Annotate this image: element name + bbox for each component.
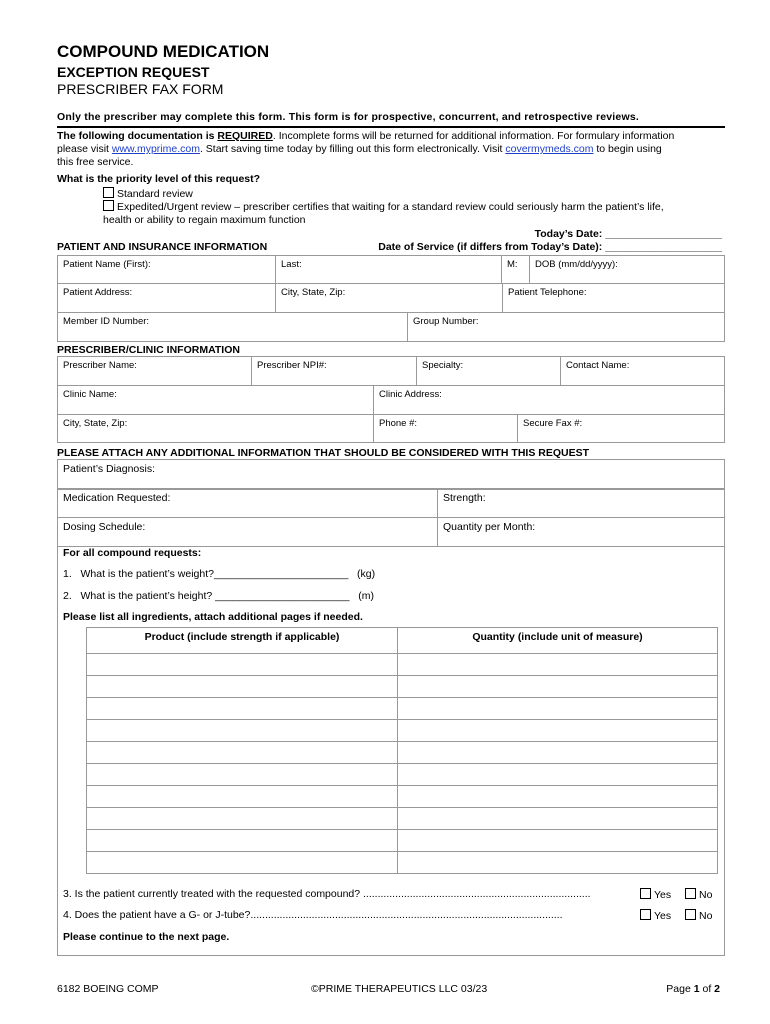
- medication-table: [57, 488, 725, 547]
- prescriber-npi-field[interactable]: Prescriber NPI#:: [252, 357, 417, 386]
- quantity-cell[interactable]: [398, 764, 718, 786]
- intro-line2-suffix: to begin using: [593, 143, 662, 155]
- clinic-address-field[interactable]: Clinic Address:: [374, 386, 725, 415]
- form-subtitle: EXCEPTION REQUEST: [57, 64, 210, 80]
- tube-question: 4. Does the patient have a G- or J-tube?...........................................................................................................: [63, 909, 563, 921]
- ingredient-row: [87, 742, 718, 764]
- quantity-cell[interactable]: [398, 654, 718, 676]
- product-cell[interactable]: [87, 742, 398, 764]
- specialty-field[interactable]: Specialty:: [417, 357, 561, 386]
- patient-table: [57, 255, 725, 284]
- priority-question: What is the priority level of this request?: [57, 173, 261, 185]
- header-divider: [57, 126, 725, 128]
- q3-yes-label: Yes: [654, 889, 672, 901]
- ingredient-row: [87, 654, 718, 676]
- patient-dob-field[interactable]: DOB (mm/dd/yyyy):: [530, 256, 725, 284]
- page-indicator: [666, 983, 720, 995]
- quantity-cell[interactable]: [398, 830, 718, 852]
- page-prefix: Page: [666, 983, 694, 995]
- patient-address-table: [57, 283, 725, 313]
- footer-copyright: ©PRIME THERAPEUTICS LLC 03/23: [311, 983, 488, 995]
- expedited-review-label-2: health or ability to regain maximum function: [103, 214, 306, 226]
- prescriber-name-field[interactable]: Prescriber Name:: [58, 357, 252, 386]
- height-question[interactable]: 2. What is the patient’s height? _______________________ (m): [63, 590, 374, 602]
- patient-mi-field[interactable]: M:: [502, 256, 530, 284]
- intro-text: [57, 130, 727, 169]
- intro-line2-prefix: please visit: [57, 143, 112, 155]
- quantity-per-month-field[interactable]: Quantity per Month:: [438, 518, 725, 547]
- q4-no-label: No: [698, 910, 713, 922]
- prescriber-section-heading: PRESCRIBER/CLINIC INFORMATION: [57, 344, 240, 356]
- diagnosis-field[interactable]: Patient’s Diagnosis:: [58, 460, 725, 490]
- intro-line2-mid: . Start saving time today by filling out this form electronically. Visit: [199, 143, 506, 155]
- covermymeds-link[interactable]: covermymeds.com: [505, 143, 594, 155]
- weight-question[interactable]: 1. What is the patient’s weight?_______________________ (kg): [63, 568, 376, 580]
- dosing-schedule-field[interactable]: Dosing Schedule:: [58, 518, 438, 547]
- continue-note: Please continue to the next page.: [63, 931, 230, 943]
- page-number: 1: [693, 983, 700, 995]
- required-docs-suffix: . Incomplete forms will be returned for additional information. For formulary information: [272, 130, 675, 142]
- ingredient-row: [87, 852, 718, 874]
- quantity-cell[interactable]: [398, 698, 718, 720]
- patient-last-name-field[interactable]: Last:: [276, 256, 502, 284]
- ingredients-note: Please list all ingredients, attach additional pages if needed.: [63, 611, 363, 623]
- ingredient-row: [87, 698, 718, 720]
- group-number-field[interactable]: Group Number:: [408, 313, 725, 342]
- expedited-review-option[interactable]: [103, 200, 723, 227]
- q3-answer: [640, 888, 712, 901]
- quantity-cell[interactable]: [398, 852, 718, 874]
- standard-review-option[interactable]: [103, 187, 193, 200]
- q4-yes-label: Yes: [654, 910, 672, 922]
- clinic-name-field[interactable]: Clinic Name:: [58, 386, 374, 415]
- ingredient-row: [87, 720, 718, 742]
- quantity-cell[interactable]: [398, 720, 718, 742]
- ingredients-table: [86, 627, 718, 874]
- required-docs-prefix: The following documentation is: [57, 130, 218, 142]
- product-cell[interactable]: [87, 698, 398, 720]
- col-header-quantity: Quantity (include unit of measure): [398, 628, 718, 654]
- additional-info-heading: PLEASE ATTACH ANY ADDITIONAL INFORMATION THAT SHOULD BE CONSIDERED WITH THIS REQUEST: [57, 447, 589, 459]
- clinic-city-field[interactable]: City, State, Zip:: [58, 415, 374, 443]
- product-cell[interactable]: [87, 676, 398, 698]
- required-word: REQUIRED: [217, 130, 273, 142]
- prescriber-notice: Only the prescriber may complete this form. This form is for prospective, concurrent, and retrospective reviews.: [57, 111, 639, 123]
- secure-fax-field[interactable]: Secure Fax #:: [518, 415, 725, 443]
- ingredient-row: [87, 830, 718, 852]
- clinic-table: [57, 385, 725, 415]
- product-cell[interactable]: [87, 830, 398, 852]
- medication-requested-field[interactable]: Medication Requested:: [58, 489, 438, 518]
- standard-review-label: Standard review: [117, 188, 193, 200]
- ingredient-row: [87, 808, 718, 830]
- date-of-service-field[interactable]: Date of Service (if differs from Today’s Date): ____________________: [378, 241, 722, 253]
- expedited-review-label: Expedited/Urgent review – prescriber certifies that waiting for a standard review could seriously harm the patient’s life,: [117, 201, 664, 213]
- prescriber-table: [57, 356, 725, 386]
- patient-telephone-field[interactable]: Patient Telephone:: [503, 284, 725, 313]
- quantity-cell[interactable]: [398, 676, 718, 698]
- current-treatment-question: 3. Is the patient currently treated with the requested compound? ..............................................................................: [63, 888, 591, 900]
- standard-review-checkbox[interactable]: [103, 187, 114, 198]
- clinic-phone-field[interactable]: Phone #:: [374, 415, 518, 443]
- product-cell[interactable]: [87, 720, 398, 742]
- footer-form-id: 6182 BOEING COMP: [57, 983, 159, 995]
- form-name: PRESCRIBER FAX FORM: [57, 81, 224, 97]
- product-cell[interactable]: [87, 852, 398, 874]
- todays-date-field[interactable]: Today’s Date: ____________________: [534, 228, 722, 240]
- strength-field[interactable]: Strength:: [438, 489, 725, 518]
- ingredient-row: [87, 676, 718, 698]
- ingredient-row: [87, 764, 718, 786]
- member-table: [57, 312, 725, 342]
- product-cell[interactable]: [87, 808, 398, 830]
- quantity-cell[interactable]: [398, 742, 718, 764]
- patient-first-name-field[interactable]: Patient Name (First):: [58, 256, 276, 284]
- clinic-contact-table: [57, 414, 725, 443]
- page-total: 2: [714, 983, 720, 995]
- patient-address-field[interactable]: Patient Address:: [58, 284, 276, 313]
- q4-answer: [640, 909, 712, 922]
- quantity-cell[interactable]: [398, 786, 718, 808]
- page-of: of: [699, 983, 715, 995]
- q4-no-checkbox[interactable]: [685, 909, 696, 920]
- product-cell[interactable]: [87, 764, 398, 786]
- quantity-cell[interactable]: [398, 808, 718, 830]
- product-cell[interactable]: [87, 654, 398, 676]
- ingredient-row: [87, 786, 718, 808]
- member-id-field[interactable]: Member ID Number:: [58, 313, 408, 342]
- col-header-product: Product (include strength if applicable): [87, 628, 398, 654]
- q3-no-checkbox[interactable]: [685, 888, 696, 899]
- q3-no-label: No: [698, 889, 713, 901]
- diagnosis-table: [57, 459, 725, 490]
- expedited-review-checkbox[interactable]: [103, 200, 114, 211]
- myprime-link[interactable]: www.myprime.com: [111, 143, 200, 155]
- intro-line3: this free service.: [57, 156, 134, 168]
- patient-section-heading: PATIENT AND INSURANCE INFORMATION: [57, 241, 268, 253]
- compound-heading: For all compound requests:: [63, 547, 202, 559]
- form-title: COMPOUND MEDICATION: [57, 42, 270, 61]
- patient-city-field[interactable]: City, State, Zip:: [276, 284, 503, 313]
- contact-name-field[interactable]: Contact Name:: [561, 357, 725, 386]
- q3-yes-checkbox[interactable]: [640, 888, 651, 899]
- q4-yes-checkbox[interactable]: [640, 909, 651, 920]
- product-cell[interactable]: [87, 786, 398, 808]
